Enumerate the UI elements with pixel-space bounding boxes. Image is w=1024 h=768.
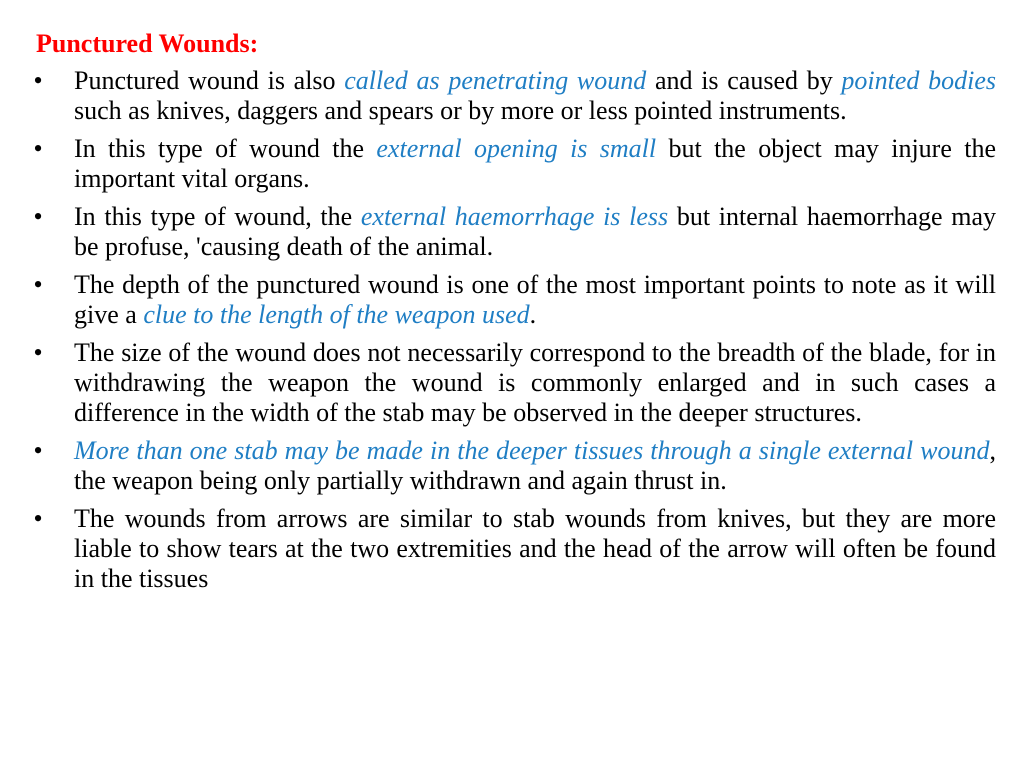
highlighted-text: called as penetrating wound	[344, 66, 647, 95]
body-text: but internal haemorrhage may be profuse, 'causing death of the animal.	[74, 201, 997, 262]
bullet-dot-icon: •	[33, 133, 43, 163]
bullet-dot-icon: •	[33, 269, 43, 299]
body-text: and is caused by	[646, 66, 842, 95]
body-text: The depth of the punctured wound is one of the most important points to note as it will give a	[74, 269, 996, 329]
bullet-dot-icon: •	[33, 201, 43, 231]
bullet-item	[28, 202, 996, 262]
highlighted-text: More than one stab may be made in the deeper tissues through a single external wound	[74, 435, 990, 465]
bullet-item	[28, 436, 996, 496]
bullet-item	[28, 504, 996, 595]
body-text: .	[529, 299, 537, 329]
bullet-dot-icon: •	[33, 337, 43, 367]
bullet-dot-icon: •	[33, 435, 43, 465]
highlighted-text: clue to the length of the weapon used	[143, 299, 530, 329]
body-text: In this type of wound the	[74, 133, 377, 163]
body-text: , the weapon being only partially withdrawn and again thrust in.	[74, 435, 996, 495]
bullet-item	[28, 338, 996, 429]
bullet-item	[28, 66, 996, 126]
bullet-item	[28, 270, 996, 330]
highlighted-text: pointed bodies	[841, 66, 997, 95]
body-text: The size of the wound does not necessarily correspond to the breadth of the blade, for in withdrawing the weapon the wound is commonly enlarged and in such cases a difference in the width of the stab may be observed in the deeper structures.	[74, 337, 996, 428]
body-text: In this type of wound, the	[74, 201, 361, 231]
highlighted-text: external opening is small	[376, 133, 657, 163]
body-text: but the object may injure the important vital organs.	[74, 133, 997, 194]
bullet-list	[28, 66, 996, 602]
body-text: such as knives, daggers and spears or by more or less pointed instruments.	[74, 96, 847, 126]
bullet-item	[28, 134, 996, 194]
highlighted-text: external haemorrhage is less	[360, 201, 669, 231]
body-text: The wounds from arrows are similar to stab wounds from knives, but they are more liable to show tears at the two extremities and the head of the arrow will often be found in the tissues	[74, 503, 996, 594]
bullet-dot-icon: •	[33, 66, 43, 95]
body-text: Punctured wound is also	[74, 66, 345, 95]
slide-title: Punctured Wounds:	[36, 29, 259, 58]
bullet-dot-icon: •	[33, 503, 43, 533]
